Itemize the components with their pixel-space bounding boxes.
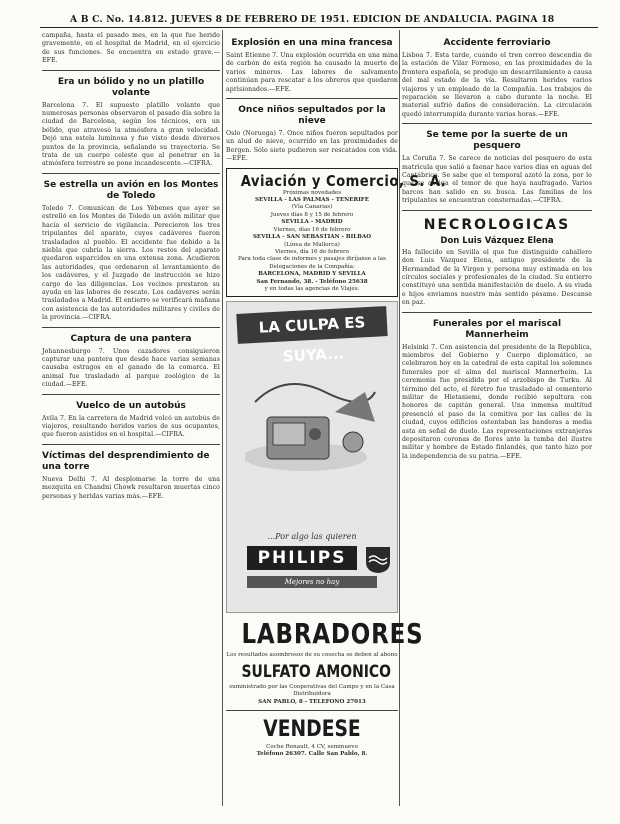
advert-line: SEVILLA - LAS PALMAS - TENERIFE (254, 197, 370, 204)
divider (42, 327, 220, 328)
article-title: Víctimas del desprendimiento de una torre (42, 450, 210, 472)
divider (402, 123, 592, 124)
divider (42, 70, 220, 71)
philips-advert (226, 301, 398, 613)
article-body: Oslo (Noruega) 7. Once niños fueron sepultados por un alud de nieve, ocurrido en las proximidades de Bergen. Sólo siete pudieron ser rescatados con vida.—EFE. (226, 130, 398, 163)
article-title: Se teme por la suerte de un pesquero (426, 130, 568, 152)
philips-slogan: Mejores no hay (247, 576, 377, 588)
article-body: La Coruña 7. Se carece de noticias del pesquero de esta matrícula que salió a faenar hace varios días en aguas del Cantábrico. Se sabe que el temporal azotó la zona, por lo que se abriga el temor de que haya naufragado. Varios barcos han salido en su busca. Las familias de los tripulantes se encuentran consternadas.—CIFRA. (402, 155, 592, 205)
advert-line: SAN PABLO, 8 - TELEFONO 27013 (258, 698, 366, 705)
column-rule-2 (399, 30, 400, 806)
divider (42, 173, 220, 174)
article-title: Era un bólido y no un platillo volante (57, 76, 205, 98)
advert-line: San Fernando, 38. - Teléfono 25638 (256, 278, 368, 285)
column-rule-1 (222, 30, 223, 806)
article-title: Funerales por el mariscal Mannerheim (432, 318, 562, 340)
philips-tagline: ...Por algo las quieren (267, 532, 357, 542)
article-title: Vuelco de un autobús (76, 400, 186, 411)
advert-line: Teléfono 26307. Calle San Pablo, 8. (256, 751, 368, 758)
article-title: Se estrella un avión en los Montes de Toledo (43, 179, 219, 201)
header-rule (40, 27, 598, 28)
advert-line: Viernes, día 16 de febrero (274, 248, 350, 255)
article-title: Explosión en una mina francesa (231, 38, 393, 48)
divider (42, 394, 220, 395)
obituary-name: Don Luis Vázquez Elena (440, 235, 554, 246)
radio-scene-illustration (245, 362, 385, 482)
column-middle (226, 32, 447, 763)
column-right (402, 32, 592, 461)
divider (402, 312, 592, 313)
philips-banner: LA CULPA ES SUYA... (236, 306, 387, 344)
advert-product: SULFATO AMONICO (241, 661, 392, 682)
advert-line: Para toda clase de informes y pasajes diríjanse a las Delegaciones de la Compañía: (238, 256, 386, 270)
article-body: Lisboa 7. Esta tarde, cuando el tren correo descendía de la estación de Vilar Formoso, en las proximidades de la frontera española, se produjo un descarrilamiento a causa del mal estado de la vía. Resultaron heridos varios viajeros y un empleado de la Compañía. Los trabajos de reparación se llevaron a cabo durante la noche. El material sufrió daños de consideración. La circulación quedó interrumpida durante varias horas.—EFE. (402, 52, 592, 118)
airline-advert (226, 168, 447, 298)
lead-text: campaña, hasta el pasado mes, en la que fue herido gravemente, en el hospital de Madrid, en el ejercicio de sus funciones. Se encuentra en estado grave.—EFE. (42, 32, 220, 65)
article-body: Avila 7. En la carretera de Madrid volcó un autobús de viajeros, resultando heridos varios de sus ocupantes, que fueron asistidos en el hospital.—CIFRA. (42, 414, 220, 439)
advert-headline: LABRADORES (241, 617, 424, 651)
article-body: Barcelona 7. El supuesto platillo volante que numerosas personas observaron el pasado día sobre la ciudad de Barcelona, según los técnicos, era un bólido, que atravesó la atmósfera a gran velocidad. Dejó una estela luminosa y fue visto desde diversos puntos de la provincia, señalando su trayectoria. Se trata de un cuerpo celeste que al penetrar en la atmósfera terrestre se pone incandescente.—CIFRA. (42, 101, 220, 168)
advert-title: Aviación y Comercio, S. A. (240, 171, 447, 190)
article-body: Nueva Delhi 7. Al desplomarse la torre de una mezquita en Chandni Chowk resultaron muertas cinco personas y heridas varias más.—EFE. (42, 475, 220, 500)
advert-line: (Vía Canarias) (291, 204, 333, 211)
advert-line: Próximas novedades (282, 189, 342, 196)
article-title: Captura de una pantera (70, 333, 192, 344)
advert-line: Coche Renault, 4 CV, seminuevo (266, 743, 358, 750)
philips-shield-icon (365, 546, 391, 574)
divider (402, 210, 592, 211)
advert-headline: VENDESE (263, 716, 361, 742)
article-body: Johannesburgo 7. Unos cazadores consiguieron capturar una pantera que desde hace varias semanas causaba estragos en el ganado de la comarca. El animal fue trasladado al parque zoológico de la ciudad.—EFE. (42, 347, 220, 389)
sale-advert (226, 717, 398, 759)
advert-line: SEVILLA - SAN SEBASTIAN - BILBAO (252, 234, 372, 241)
advert-line: SEVILLA - MADRID (281, 219, 343, 226)
advert-line: (Línea de Mallorca) (284, 241, 340, 248)
article-body: Saint Etienne 7. Una explosión ocurrida en una mina de carbón de esta región ha causado la muerte de varios mineros. Las labores de salvamento continúan para rescatar a los obreros que quedaron aprisionados.—EFE. (226, 52, 398, 93)
advert-line: BARCELONA, MADRID Y SEVILLA (258, 271, 366, 278)
article-body: Helsinki 7. Con asistencia del presidente de la República, miembros del Gobierno y Cuerpo diplomático, se celebraron hoy en la catedral de esta capital los solemnes funerales por el alma del mariscal Mannerheim. La ceremonia fue presidida por el arzobispo de Turku. Al término del acto, el féretro fue trasladado al cementerio militar de Hietaniemi, donde recibió sepultura con honores de capitán general. Una inmensa multitud presenció el paso de la comitiva por las calles de la ciudad, cuyos edificios ostentaban las banderas a media asta en señal de duelo. Las representaciones extranjeras depositaron coronas de flores ante la tumba del ilustre militar y hombre de Estado finlandés, que tanto hizo por la independencia de su patria.—EFE. (402, 343, 592, 460)
advert-line: Los resultados asombrosos de su cosecha se deben al abono (226, 652, 398, 659)
obituaries-heading: NECROLOGICAS (423, 216, 571, 233)
advert-line: y en todas las agencias de Viajes. (264, 285, 360, 292)
divider (226, 710, 398, 711)
page-header: A B C. No. 14.812. JUEVES 8 DE FEBRERO DE 1951. EDICION DE ANDALUCIA. PAGINA 18 (70, 14, 555, 25)
column-left (42, 32, 220, 501)
advert-line: suministrado por las Cooperativas del Campo y en la Casa Distribuidora (229, 683, 395, 698)
advert-line: Jueves días 8 y 15 de febrero (270, 211, 354, 218)
article-body: Toledo 7. Comunican de Los Yébenes que ayer se estrelló en los Montes de Toledo un avión militar que hacía el servicio de vigilancia. Perecieron los tres tripulantes del aparato, cuyos cadáveres fueron trasladados al pueblo. El accidente fue debido a la niebla que cubría la sierra. Los restos del aparato quedaron esparcidos en una extensa zona. Acudieron las autoridades, que ordenaron el levantamiento de los cadáveres, y el Juzgado de instrucción se hizo cargo de las diligencias. Los vecinos prestaron su ayuda en las labores de rescate. Los cadáveres serán trasladados a Madrid. El entierro se verificará mañana con asistencia de las autoridades militares y civiles de la provincia.—CIFRA. (42, 204, 221, 322)
fertilizer-advert (226, 617, 424, 706)
article-title: Once niños sepultados por la nieve (238, 105, 386, 127)
advert-line: Viernes, días 16 de febrero (273, 226, 351, 233)
divider (42, 444, 220, 445)
divider (226, 98, 398, 99)
obituary-body: Ha fallecido en Sevilla el que fue distinguido caballero don Luis Vázquez Elena, antiguo presidente de la Hermandad de la Virgen y persona muy estimada en los círculos sociales y profesionales de la ciudad. Su entierro constituyó una sentida manifestación de duelo. A su viuda e hijos enviamos nuestro más sentido pésame. Descanse en paz. (402, 248, 592, 307)
philips-logo: PHILIPS (247, 546, 357, 570)
article-title: Accidente ferroviario (443, 38, 551, 48)
